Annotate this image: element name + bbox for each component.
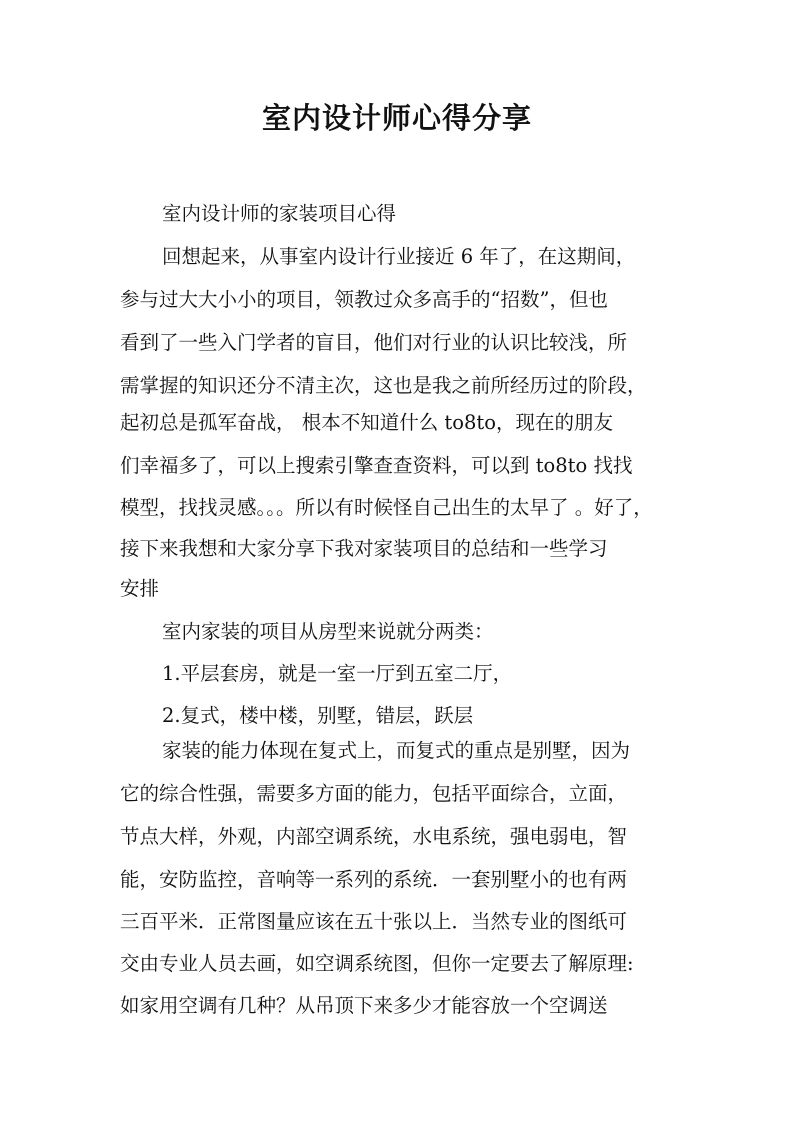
paragraph-line: 节点大样，外观，内部空调系统，水电系统，强电弱电，智 xyxy=(120,825,628,848)
paragraph-line: 参与过大大小小的项目，领教过众多高手的“招数”，但也 xyxy=(120,288,608,311)
list-item: 2.复式，楼中楼，别墅，错层，跃层 xyxy=(162,704,474,727)
paragraph-line: 交由专业人员去画，如空调系统图，但你一定要去了解原理: xyxy=(120,952,634,975)
paragraph-line: 模型，找找灵感。。。所以有时候怪自己出生的太早了 。好了， xyxy=(120,496,653,519)
document-title: 室内设计师心得分享 xyxy=(261,101,532,135)
paragraph-line: 看到了一些入门学者的盲目，他们对行业的认识比较浅，所 xyxy=(120,331,628,354)
paragraph-line: 回想起来，从事室内设计行业接近 6 年了，在这期间， xyxy=(162,245,636,268)
paragraph-line: 如家用空调有几种？从吊顶下来多少才能容放一个空调送 xyxy=(120,994,608,1017)
section-heading: 室内设计师的家装项目心得 xyxy=(162,202,397,225)
paragraph-line: 室内家装的项目从房型来说就分两类： xyxy=(162,620,494,643)
paragraph-line: 三百平米．正常图量应该在五十张以上．当然专业的图纸可 xyxy=(120,910,628,933)
paragraph-line: 能，安防监控，音响等一系列的系统．一套别墅小的也有两 xyxy=(120,868,628,891)
paragraph-line: 起初总是孤军奋战， 根本不知道什么 to8to，现在的朋友 xyxy=(120,411,613,434)
paragraph-line: 们幸福多了，可以上搜索引擎查查资料，可以到 to8to 找找 xyxy=(120,454,633,477)
paragraph-line: 家装的能力体现在复式上，而复式的重点是别墅，因为 xyxy=(162,739,631,762)
paragraph-line: 它的综合性强，需要多方面的能力，包括平面综合，立面， xyxy=(120,782,628,805)
paragraph-line: 接下来我想和大家分享下我对家装项目的总结和一些学习 xyxy=(120,537,608,560)
list-item: 1.平层套房，就是一室一厅到五室二厅， xyxy=(162,662,513,685)
paragraph-line: 需掌握的知识还分不清主次，这也是我之前所经历过的阶段， xyxy=(120,374,647,397)
paragraph-line: 安排 xyxy=(120,577,160,600)
